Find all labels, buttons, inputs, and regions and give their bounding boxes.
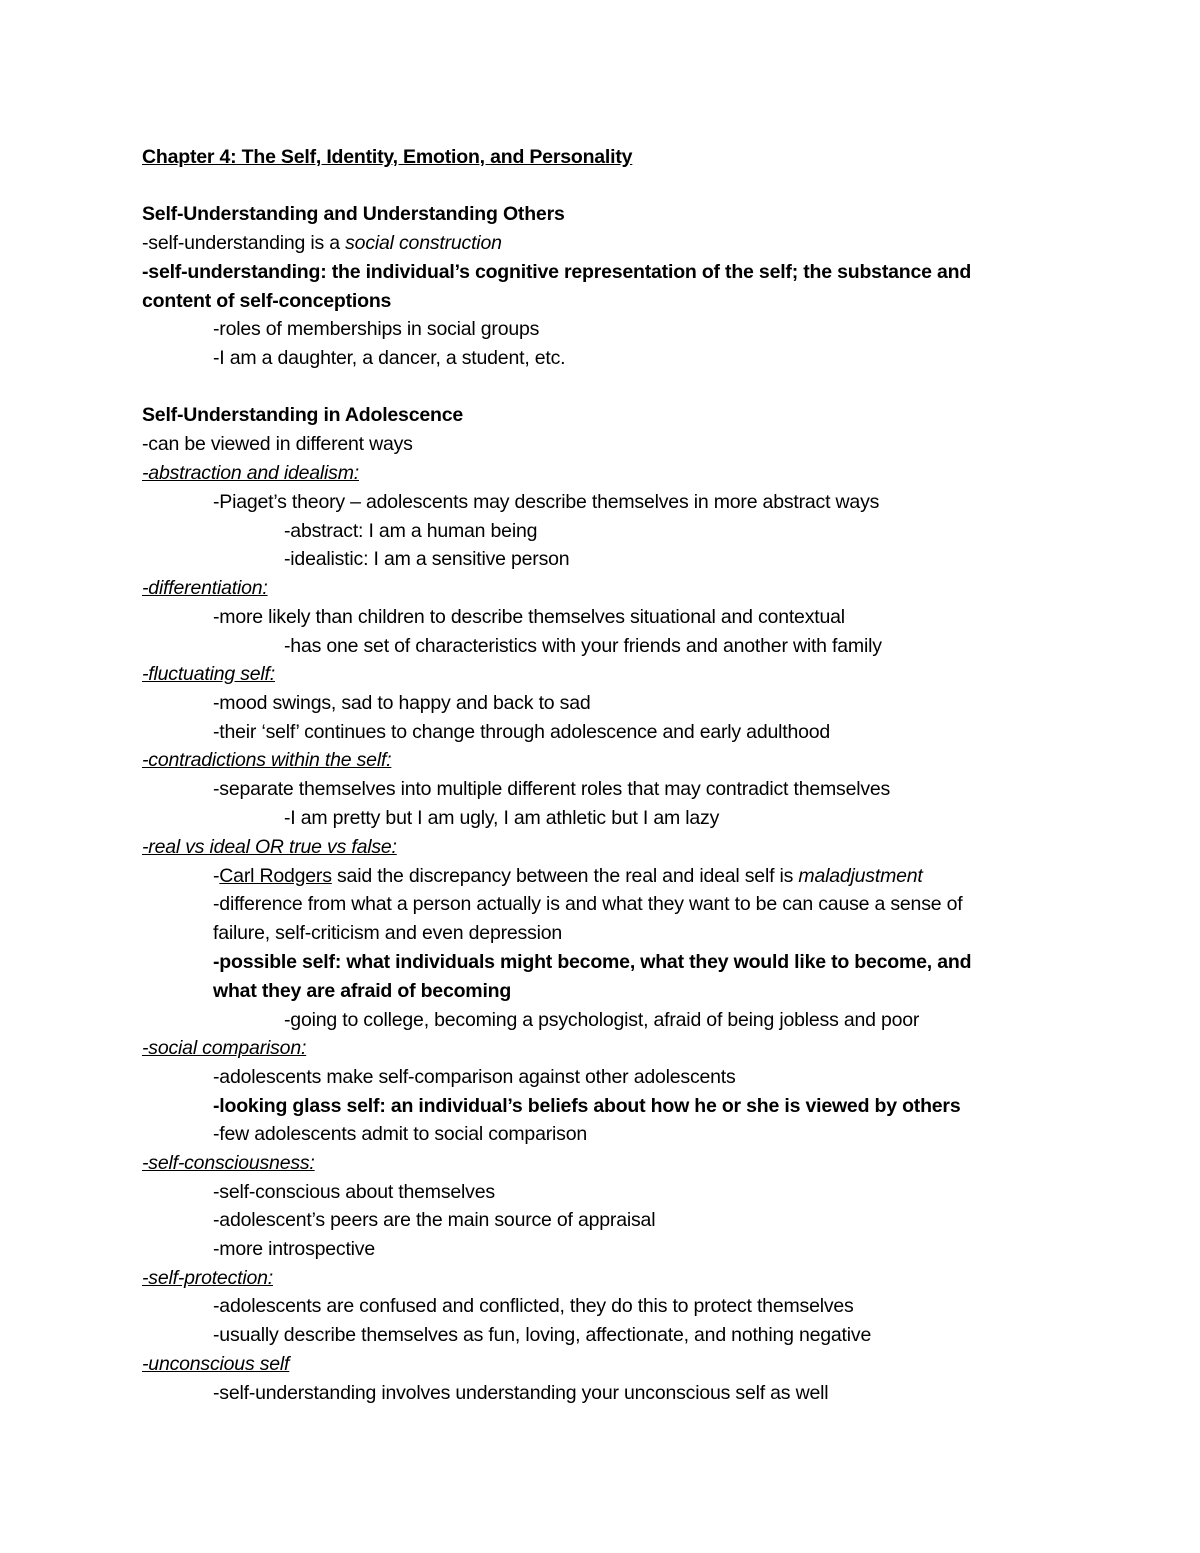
subtopic-label: -abstraction and idealism: — [142, 462, 359, 484]
note-line: -roles of memberships in social groups — [213, 318, 540, 340]
note-line: -adolescents are confused and conflicted, they do this to protect themselves — [213, 1295, 854, 1317]
subtopic-label: -unconscious self — [142, 1353, 290, 1375]
definition-line: content of self-conceptions — [142, 290, 392, 312]
note-line: -mood swings, sad to happy and back to sad — [213, 692, 591, 714]
emphasis-text: social construction — [345, 232, 502, 254]
subtopic-label: -social comparison: — [142, 1037, 307, 1059]
subtopic-label: -self-protection: — [142, 1267, 273, 1289]
note-line: -I am a daughter, a dancer, a student, etc. — [213, 347, 566, 369]
section-heading-understanding-others: Self-Understanding and Understanding Others — [142, 203, 565, 225]
note-line: -their ‘self’ continues to change through adolescence and early adulthood — [213, 721, 831, 743]
note-line: -abstract: I am a human being — [284, 520, 538, 542]
note-line: -usually describe themselves as fun, loving, affectionate, and nothing negative — [213, 1324, 872, 1346]
chapter-title: Chapter 4: The Self, Identity, Emotion, and Personality — [142, 146, 633, 168]
note-line: -few adolescents admit to social comparison — [213, 1123, 587, 1145]
subtopic-label: -contradictions within the self: — [142, 749, 392, 771]
note-line: -Piaget’s theory – adolescents may describe themselves in more abstract ways — [213, 491, 880, 513]
note-line: -more likely than children to describe themselves situational and contextual — [213, 606, 845, 628]
emphasis-text: maladjustment — [798, 865, 923, 887]
note-line: -self-understanding is a social construction — [142, 232, 502, 254]
note-line: -can be viewed in different ways — [142, 433, 413, 455]
person-name: Carl Rodgers — [219, 865, 332, 887]
subtopic-label: -fluctuating self: — [142, 663, 275, 685]
note-line: -adolescent’s peers are the main source of appraisal — [213, 1209, 656, 1231]
note-line: -has one set of characteristics with your friends and another with family — [284, 635, 882, 657]
definition-line: -looking glass self: an individual’s beliefs about how he or she is viewed by others — [213, 1095, 961, 1117]
note-line: -self-understanding involves understanding your unconscious self as well — [213, 1382, 829, 1404]
subtopic-label: -real vs ideal OR true vs false: — [142, 836, 397, 858]
note-line: failure, self-criticism and even depression — [213, 922, 563, 944]
note-line: -Carl Rodgers said the discrepancy between the real and ideal self is maladjustment — [213, 865, 923, 887]
subtopic-label: -differentiation: — [142, 577, 268, 599]
note-line: -self-conscious about themselves — [213, 1181, 495, 1203]
note-line: -more introspective — [213, 1238, 376, 1260]
subtopic-label: -self-consciousness: — [142, 1152, 315, 1174]
note-line: -idealistic: I am a sensitive person — [284, 548, 570, 570]
note-line: -I am pretty but I am ugly, I am athletic but I am lazy — [284, 807, 720, 829]
note-line: -going to college, becoming a psychologist, afraid of being jobless and poor — [284, 1009, 920, 1031]
note-line: -separate themselves into multiple different roles that may contradict themselves — [213, 778, 891, 800]
definition-line: -self-understanding: the individual’s cognitive representation of the self; the substance and — [142, 261, 972, 283]
note-line: -difference from what a person actually is and what they want to be can cause a sense of — [213, 893, 963, 915]
definition-line: -possible self: what individuals might become, what they would like to become, and — [213, 951, 972, 973]
note-line: -adolescents make self-comparison against other adolescents — [213, 1066, 736, 1088]
definition-line: what they are afraid of becoming — [213, 980, 512, 1002]
section-heading-adolescence: Self-Understanding in Adolescence — [142, 404, 463, 426]
